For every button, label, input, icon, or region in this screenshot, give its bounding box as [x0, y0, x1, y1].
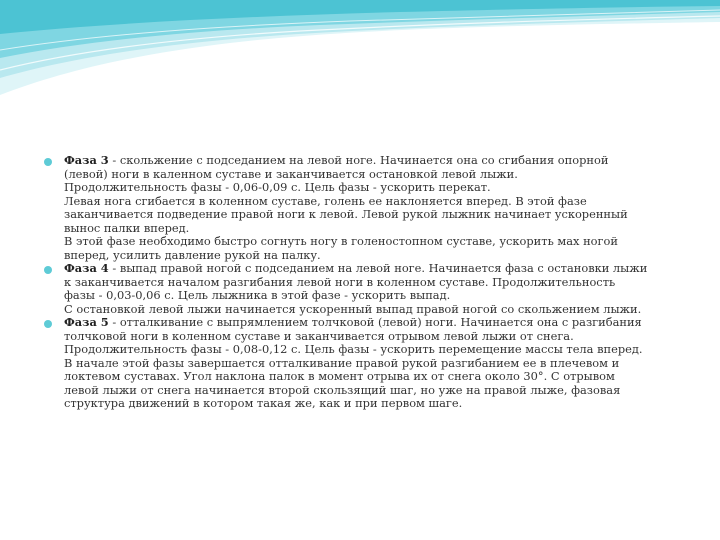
body-line: вперед, усилить давление рукой на палку.	[64, 247, 321, 262]
body-line: к заканчивается началом разгибания левой ноги в коленном суставе. Продолжительность	[64, 274, 616, 289]
body-line: Продолжительность фазы - 0,08-0,12 с. Цель фазы - ускорить перемещение массы тела вперед.	[64, 342, 643, 356]
phase-4-title: Фаза 4	[64, 261, 109, 275]
body-line: Продолжительность фазы - 0,06-0,09 с. Цель фазы - ускорить перекат.	[64, 180, 491, 194]
phase-5-first-line	[64, 316, 674, 330]
body-line: Левая нога сгибается в коленном суставе, голень ее наклоняется вперед. В этой фазе	[64, 193, 587, 208]
phase-list	[44, 154, 674, 411]
list-item-phase-5	[44, 316, 674, 411]
body-line: толчковой ноги в коленном суставе и заканчивается отрывом левой лыжи от снега.	[64, 328, 574, 343]
body-line: заканчивается подведение правой ноги к левой. Левой рукой лыжник начинает ускоренный	[64, 207, 628, 221]
body-line: фазы - 0,03-0,06 с. Цель лыжника в этой фазе - ускорить выпад.	[64, 288, 451, 302]
body-line: В начале этой фазы завершается отталкивание правой рукой разгибанием ее в плечевом и	[64, 355, 620, 370]
phase-3-title: Фаза 3	[64, 153, 109, 167]
phase-4-first-line	[64, 262, 674, 276]
phase-5-title: Фаза 5	[64, 315, 109, 329]
body-line: С остановкой левой лыжи начинается ускоренный выпад правой ногой со скольжением лыжи.	[64, 301, 642, 316]
phase-3-first-line	[64, 154, 674, 168]
bullet-icon	[44, 266, 52, 274]
phase-5-intro: - отталкивание с выпрямлением толчковой (левой) ноги. Начинается она с разгибания	[108, 315, 642, 329]
header-wave-decoration	[0, 0, 720, 95]
bullet-icon	[44, 320, 52, 328]
body-line: вынос палки вперед.	[64, 220, 190, 235]
list-item-phase-3	[44, 154, 674, 262]
body-line: (левой) ноги в каленном суставе и заканчивается остановкой левой лыжи.	[64, 166, 518, 181]
body-line: локтевом суставах. Угол наклона палок в момент отрыва их от снега около 30°. С отрывом	[64, 369, 615, 383]
body-line: структура движений в котором такая же, как и при первом шаге.	[64, 396, 463, 410]
body-line: В этой фазе необходимо быстро согнуть ногу в голеностопном суставе, ускорить мах ногой	[64, 234, 618, 248]
body-line: левой лыжи от снега начинается второй скользящий шаг, но уже на правой лыже, фазовая	[64, 382, 621, 397]
phase-4-intro: - выпад правой ногой с подседанием на левой ноге. Начинается фаза с остановки лыжи	[108, 261, 648, 275]
list-item-phase-4	[44, 262, 674, 316]
phase-3-intro: - скольжение с подседанием на левой ноге. Начинается она со сгибания опорной	[108, 153, 609, 167]
bullet-icon	[44, 158, 52, 166]
